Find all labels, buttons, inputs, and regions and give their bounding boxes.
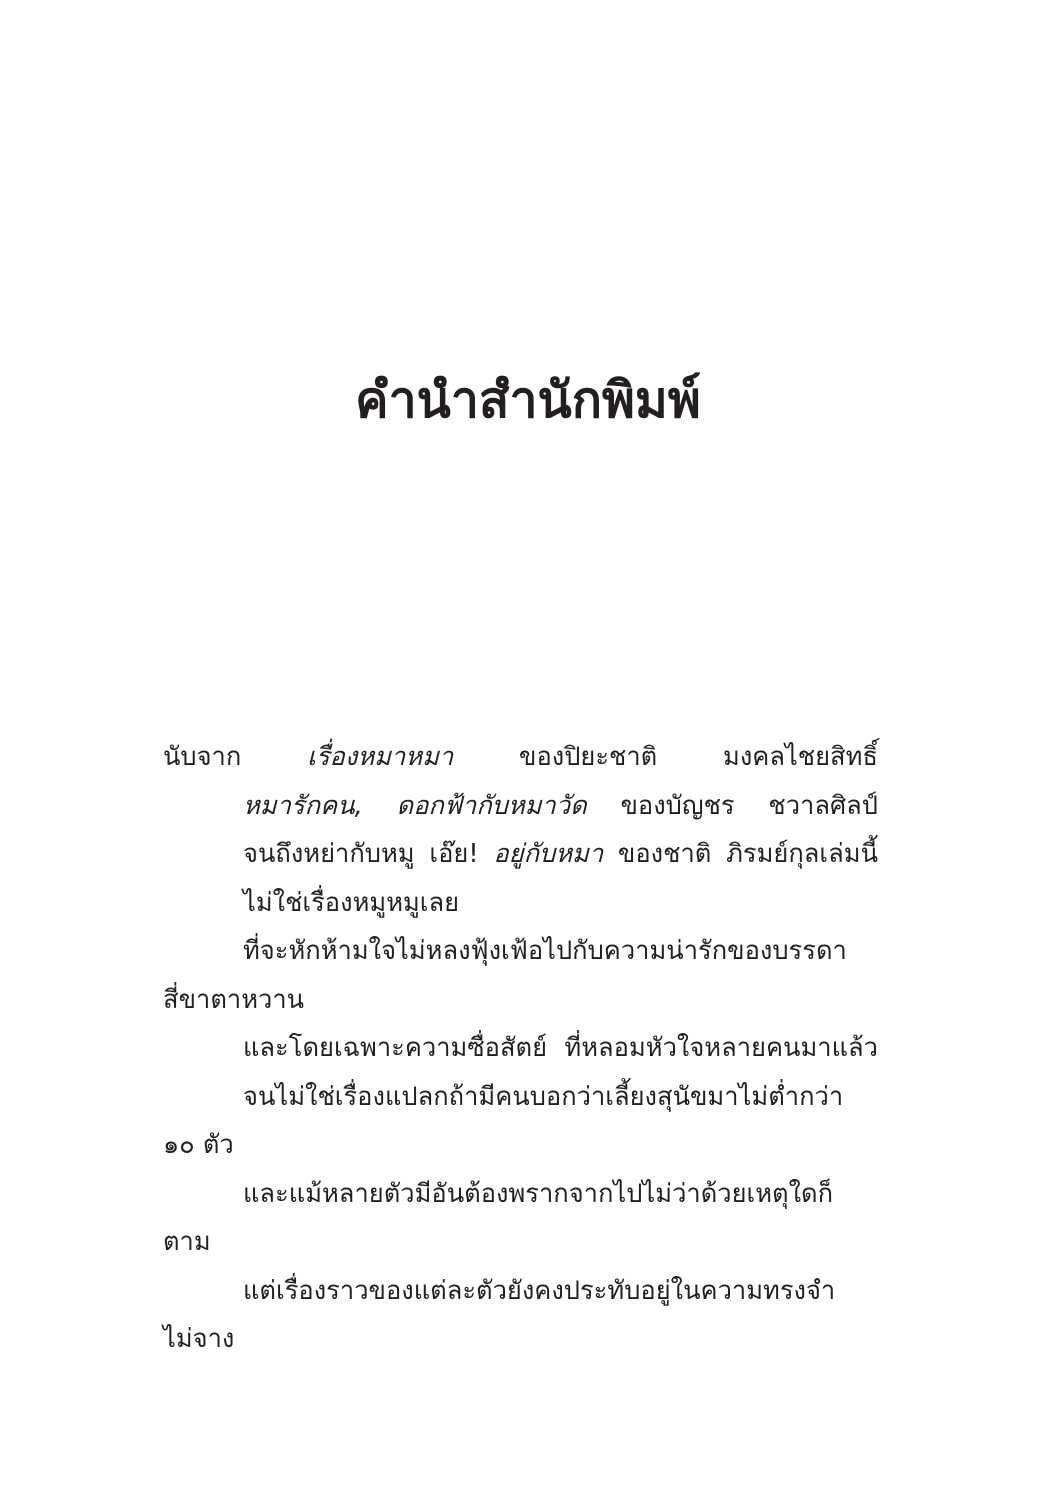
text-line-6: สี่ขาตาหวาน — [163, 984, 305, 1015]
text-line-13: ไม่จาง — [163, 1324, 235, 1354]
text-line-4: ไม่ใช่เรื่องหมูหมูเลย — [243, 887, 460, 918]
text-line-10: และแม้หลายตัวมีอันต้องพรากจากไปไม่ว่าด้วยเหตุใดก็ — [243, 1178, 834, 1209]
book-title-italic: หมารักคน, ดอกฟ้ากับหมาวัด — [243, 790, 587, 821]
text-line-9: ๑๐ ตัว — [163, 1130, 234, 1160]
text-line-7: และโดยเฉพาะความซื่อสัตย์ ที่หลอมหัวใจหลายคนมาแล้ว — [243, 1033, 878, 1063]
text-segment: ของชาติ ภิรมย์กุลเล่มนี้ — [603, 839, 878, 869]
text-segment: ของปิยะชาติ มงคลไชยสิทธิ์ — [453, 742, 878, 772]
text-line-8: จนไม่ใช่เรื่องแปลกถ้ามีคนบอกว่าเลี้ยงสุนัขมาไม่ต่ำกว่า — [243, 1081, 844, 1112]
text-line-11: ตาม — [163, 1227, 211, 1257]
text-line-5: ที่จะหักห้ามใจไม่หลงฟุ้งเฟ้อไปกับความน่ารักของบรรดา — [243, 936, 847, 966]
book-title-italic: เรื่องหมาหมา — [307, 742, 454, 772]
text-segment: จนถึงหย่ากับหมู เอ๊ย! — [243, 839, 494, 869]
text-line-1 — [163, 733, 878, 782]
text-line-12: แต่เรื่องราวของแต่ละตัวยังคงประทับอยู่ในความทรงจำ — [243, 1275, 836, 1306]
page-title: คำนำสำนักพิมพ์ — [355, 371, 701, 429]
text-line-2 — [163, 782, 878, 831]
book-title-italic: อยู่กับหมา — [493, 839, 604, 869]
text-segment: นับจาก — [163, 742, 308, 772]
body-text — [163, 733, 878, 1364]
text-line-3 — [163, 830, 878, 879]
text-segment: ของบัญชร ชวาลศิลป์ — [586, 790, 878, 821]
